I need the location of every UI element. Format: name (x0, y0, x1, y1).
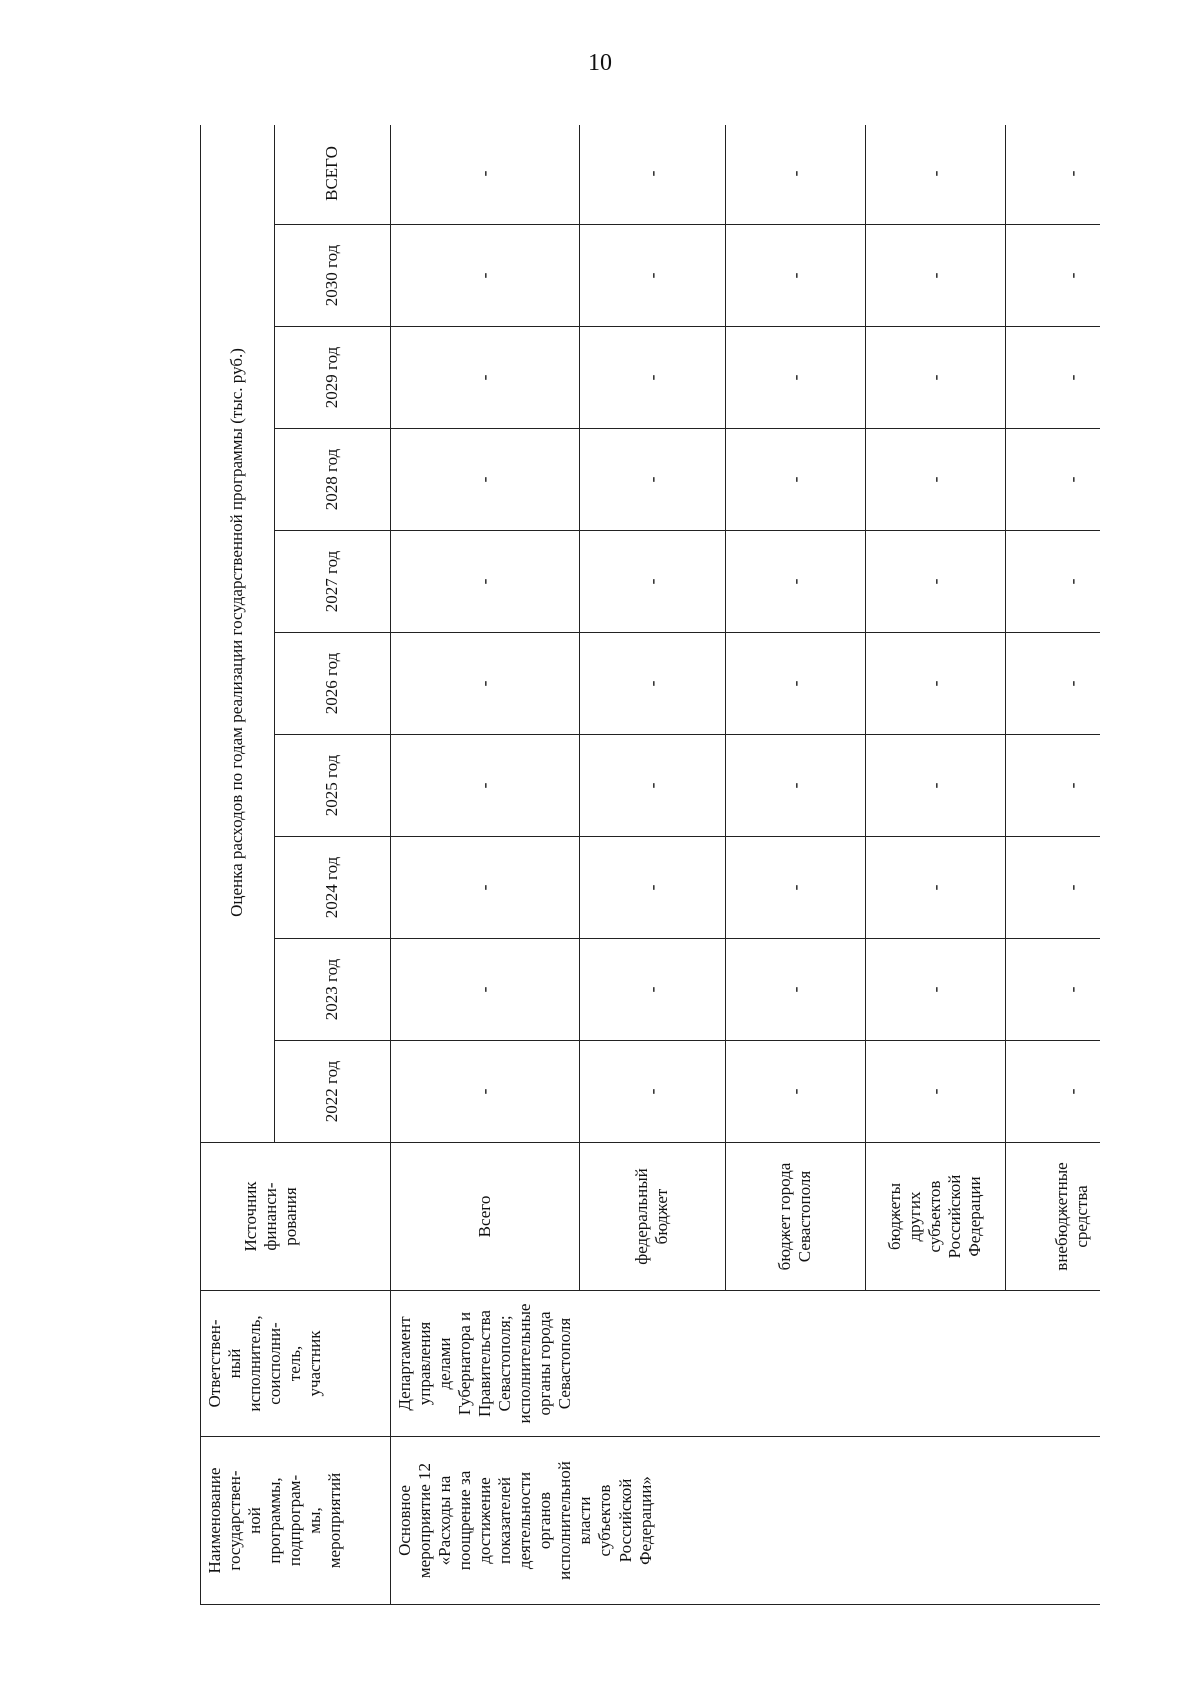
value-cell: - (579, 531, 725, 633)
value-cell: - (1005, 939, 1100, 1041)
header-source: Источник финанси- рования (201, 1143, 391, 1291)
value-cell: - (725, 837, 865, 939)
value-cell: - (579, 837, 725, 939)
header-year-2029: 2029 год (275, 327, 391, 429)
header-name: Наименование государствен- ной программы, подпрограм- мы, мероприятий (201, 1437, 391, 1605)
value-cell: - (579, 735, 725, 837)
value-cell: - (391, 125, 580, 225)
executor-cell-continued (579, 1291, 1100, 1437)
value-cell: - (579, 939, 725, 1041)
expenses-table (200, 125, 1100, 1605)
value-cell: - (725, 939, 865, 1041)
source-cell: Всего (391, 1143, 580, 1291)
value-cell: - (865, 225, 1005, 327)
value-cell: - (391, 633, 580, 735)
header-year-2027: 2027 год (275, 531, 391, 633)
value-cell: - (391, 939, 580, 1041)
value-cell: - (391, 531, 580, 633)
value-cell: - (579, 125, 725, 225)
value-cell: - (579, 429, 725, 531)
value-cell: - (1005, 327, 1100, 429)
value-cell: - (725, 1041, 865, 1143)
value-cell: - (391, 735, 580, 837)
value-cell: - (725, 735, 865, 837)
value-cell: - (865, 327, 1005, 429)
header-estimate: Оценка расходов по годам реализации государственной программы (тыс. руб.) (201, 125, 275, 1143)
value-cell: - (1005, 125, 1100, 225)
source-cell: бюджет города Севастополя (725, 1143, 865, 1291)
value-cell: - (725, 125, 865, 225)
value-cell: - (579, 633, 725, 735)
source-cell: бюджеты других субъектов Российской Федерации (865, 1143, 1005, 1291)
header-year-2028: 2028 год (275, 429, 391, 531)
value-cell: - (1005, 429, 1100, 531)
value-cell: - (1005, 225, 1100, 327)
value-cell: - (725, 225, 865, 327)
table-row (579, 125, 725, 1605)
table-row (391, 125, 580, 1605)
header-year-2022: 2022 год (275, 1041, 391, 1143)
value-cell: - (865, 837, 1005, 939)
value-cell: - (1005, 1041, 1100, 1143)
header-total: ВСЕГО (275, 125, 391, 225)
source-cell: внебюджетные средства (1005, 1143, 1100, 1291)
value-cell: - (725, 327, 865, 429)
value-cell: - (865, 633, 1005, 735)
value-cell: - (1005, 735, 1100, 837)
value-cell: - (1005, 837, 1100, 939)
value-cell: - (865, 939, 1005, 1041)
value-cell: - (1005, 531, 1100, 633)
header-year-2024: 2024 год (275, 837, 391, 939)
value-cell: - (391, 429, 580, 531)
value-cell: - (391, 327, 580, 429)
header-year-2030: 2030 год (275, 225, 391, 327)
value-cell: - (391, 225, 580, 327)
table-wrap (200, 125, 1100, 1605)
value-cell: - (865, 531, 1005, 633)
value-cell: - (391, 1041, 580, 1143)
value-cell: - (579, 1041, 725, 1143)
header-row-1 (201, 125, 275, 1605)
value-cell: - (579, 225, 725, 327)
source-cell: федеральный бюджет (579, 1143, 725, 1291)
value-cell: - (865, 125, 1005, 225)
value-cell: - (725, 633, 865, 735)
value-cell: - (391, 837, 580, 939)
header-year-2023: 2023 год (275, 939, 391, 1041)
page-number: 10 (588, 50, 612, 76)
header-executor: Ответствен- ный исполнитель, соисполни- тель, участник (201, 1291, 391, 1437)
header-year-2025: 2025 год (275, 735, 391, 837)
header-year-2026: 2026 год (275, 633, 391, 735)
value-cell: - (725, 531, 865, 633)
executor-cell: Департамент управления делами Губернатора и Правительства Севастополя; исполнительные органы города Севастополя (391, 1291, 580, 1437)
value-cell: - (865, 1041, 1005, 1143)
value-cell: - (725, 429, 865, 531)
value-cell: - (579, 327, 725, 429)
table-rotation-frame (200, 125, 1100, 1605)
value-cell: - (1005, 633, 1100, 735)
event-name-cell: Основное мероприятие 12 «Расходы на поощрение за достижение показателей деятельности органов исполнительной власти субъектов Российской Федерации» (391, 1437, 1101, 1605)
value-cell: - (865, 429, 1005, 531)
value-cell: - (865, 735, 1005, 837)
